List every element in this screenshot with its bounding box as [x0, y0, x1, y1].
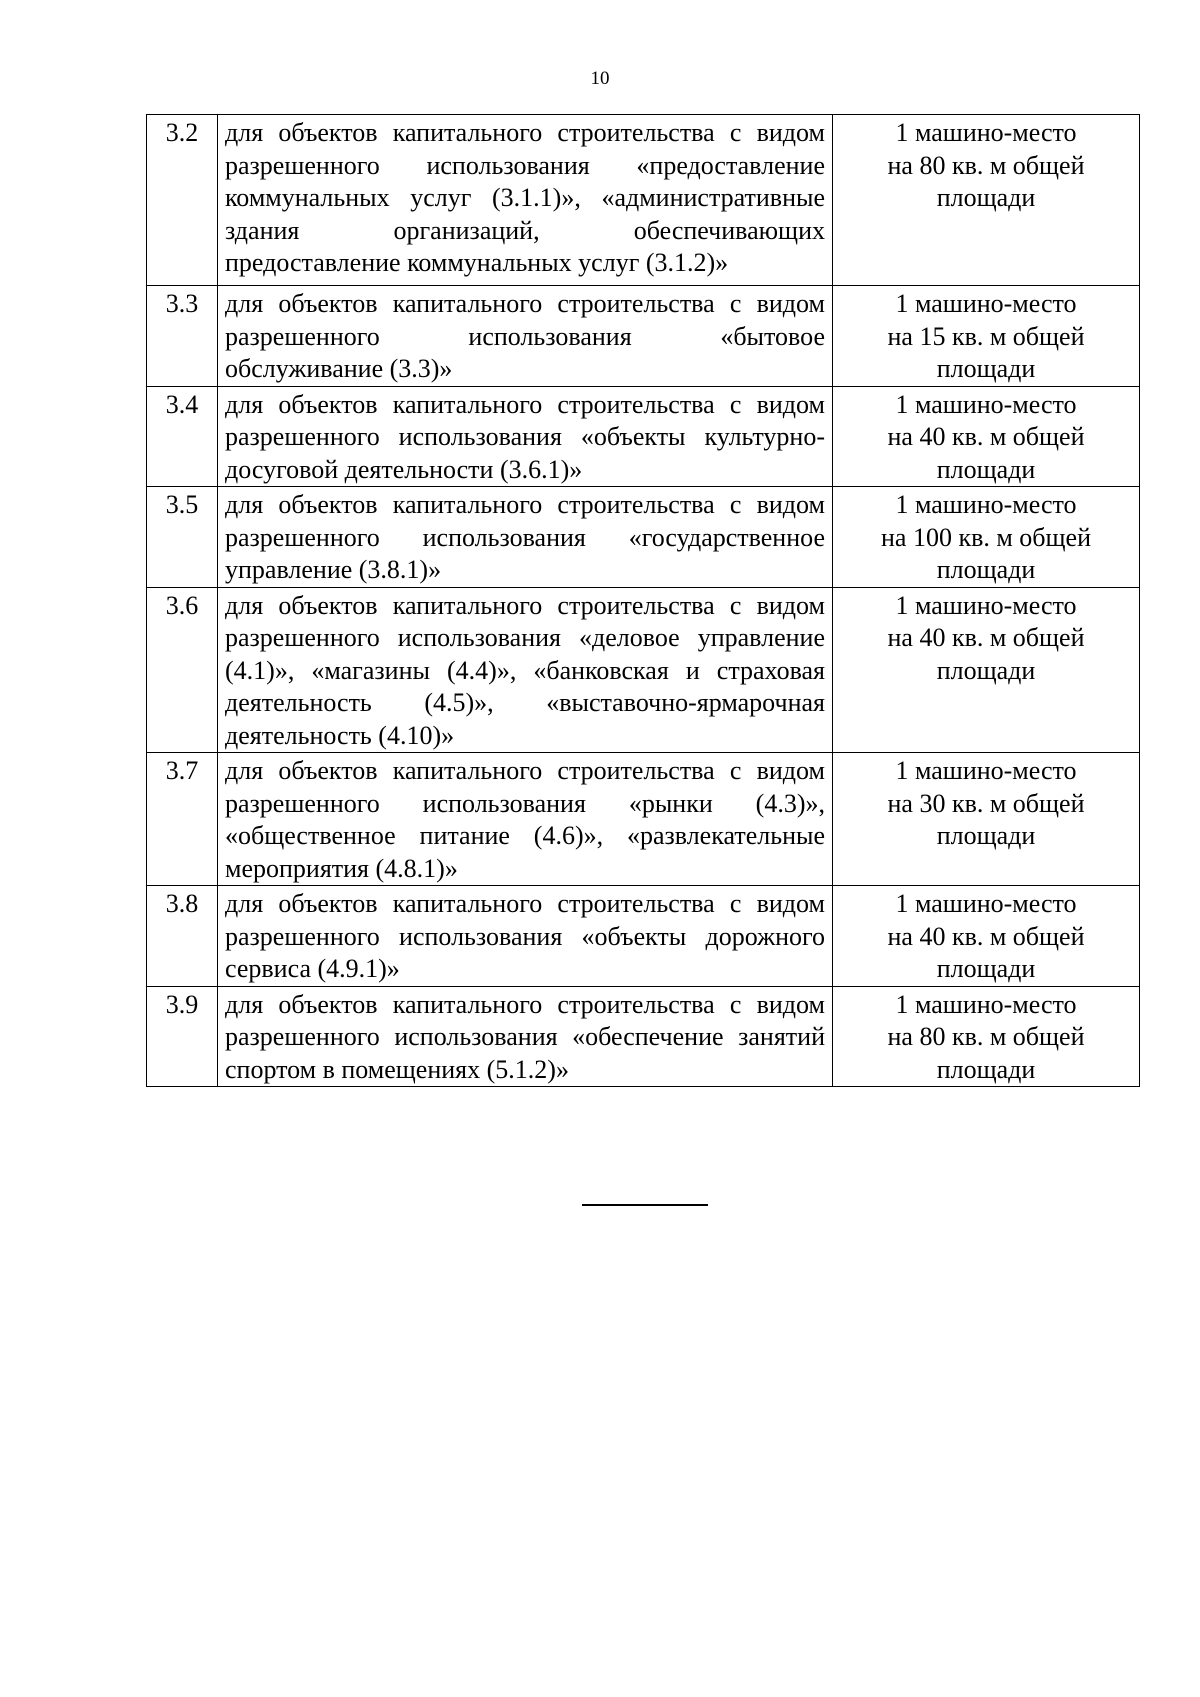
norm-line: 1 машино-место — [895, 590, 1077, 620]
norm-line: площади — [936, 183, 1036, 212]
norm-line: на 30 кв. м общей — [887, 788, 1085, 818]
row-norm — [833, 286, 1140, 387]
norm-line: площади — [936, 655, 1036, 685]
table-row — [147, 886, 1140, 987]
table-row — [147, 753, 1140, 886]
parking-norms-table — [146, 114, 1140, 1087]
table-row — [147, 286, 1140, 387]
row-number: 3.2 — [147, 115, 218, 286]
table-row — [147, 487, 1140, 588]
row-norm — [833, 886, 1140, 987]
table-row — [147, 115, 1140, 286]
row-description: для объектов капитального строительства с видом разрешенного использования «предоставление коммунальных услуг (3.1.1)», «административные здания организаций, обеспечивающих предоставление коммунальных услуг (3.1.2)» — [218, 115, 833, 286]
norm-line: 1 машино-место — [895, 756, 1077, 785]
norm-line: площади — [936, 1054, 1036, 1084]
row-description: для объектов капитального строительства с видом разрешенного использования «обеспечение занятий спортом в помещениях (5.1.2)» — [218, 986, 833, 1087]
row-number: 3.3 — [147, 286, 218, 387]
row-number: 3.5 — [147, 487, 218, 588]
end-of-document-rule — [582, 1204, 708, 1206]
norm-line: площади — [936, 821, 1036, 850]
row-number: 3.4 — [147, 386, 218, 487]
row-number: 3.6 — [147, 587, 218, 753]
norm-line: на 80 кв. м общей — [887, 1022, 1085, 1051]
row-norm — [833, 386, 1140, 487]
norm-line: 1 машино-место — [895, 389, 1077, 419]
row-norm — [833, 986, 1140, 1087]
norm-line: площади — [936, 354, 1036, 383]
row-norm — [833, 487, 1140, 588]
row-description: для объектов капитального строительства с видом разрешенного использования «государственное управление (3.8.1)» — [218, 487, 833, 588]
norm-line: на 40 кв. м общей — [887, 422, 1085, 451]
row-norm — [833, 115, 1140, 286]
row-description: для объектов капитального строительства с видом разрешенного использования «рынки (4.3)», «общественное питание (4.6)», «развлекательные мероприятия (4.8.1)» — [218, 753, 833, 886]
norm-line: 1 машино-место — [895, 889, 1077, 918]
row-number: 3.9 — [147, 986, 218, 1087]
norm-line: на 40 кв. м общей — [887, 921, 1085, 951]
norm-line: 1 машино-место — [895, 490, 1077, 519]
norm-line: на 80 кв. м общей — [887, 150, 1085, 180]
row-description: для объектов капитального строительства с видом разрешенного использования «объекты дорожного сервиса (4.9.1)» — [218, 886, 833, 987]
norm-line: на 15 кв. м общей — [887, 321, 1085, 351]
row-description: для объектов капитального строительства с видом разрешенного использования «объекты культурно-досуговой деятельности (3.6.1)» — [218, 386, 833, 487]
row-norm — [833, 753, 1140, 886]
norm-line: на 100 кв. м общей — [880, 522, 1092, 552]
table-row — [147, 587, 1140, 753]
norm-line: 1 машино-место — [895, 989, 1077, 1019]
norm-line: площади — [936, 555, 1036, 584]
norm-line: 1 машино-место — [895, 118, 1077, 147]
norm-line: площади — [936, 454, 1036, 484]
norm-line: 1 машино-место — [895, 289, 1077, 318]
row-number: 3.7 — [147, 753, 218, 886]
norm-line: площади — [936, 954, 1036, 983]
row-description: для объектов капитального строительства с видом разрешенного использования «бытовое обслуживание (3.3)» — [218, 286, 833, 387]
norm-line: на 40 кв. м общей — [887, 623, 1085, 652]
row-norm — [833, 587, 1140, 753]
page-number: 10 — [590, 68, 610, 89]
table-row — [147, 386, 1140, 487]
table-row — [147, 986, 1140, 1087]
row-number: 3.8 — [147, 886, 218, 987]
row-description: для объектов капитального строительства с видом разрешенного использования «деловое управление (4.1)», «магазины (4.4)», «банковская и страховая деятельность (4.5)», «выставочно-ярмарочная деятельность (4.10)» — [218, 587, 833, 753]
